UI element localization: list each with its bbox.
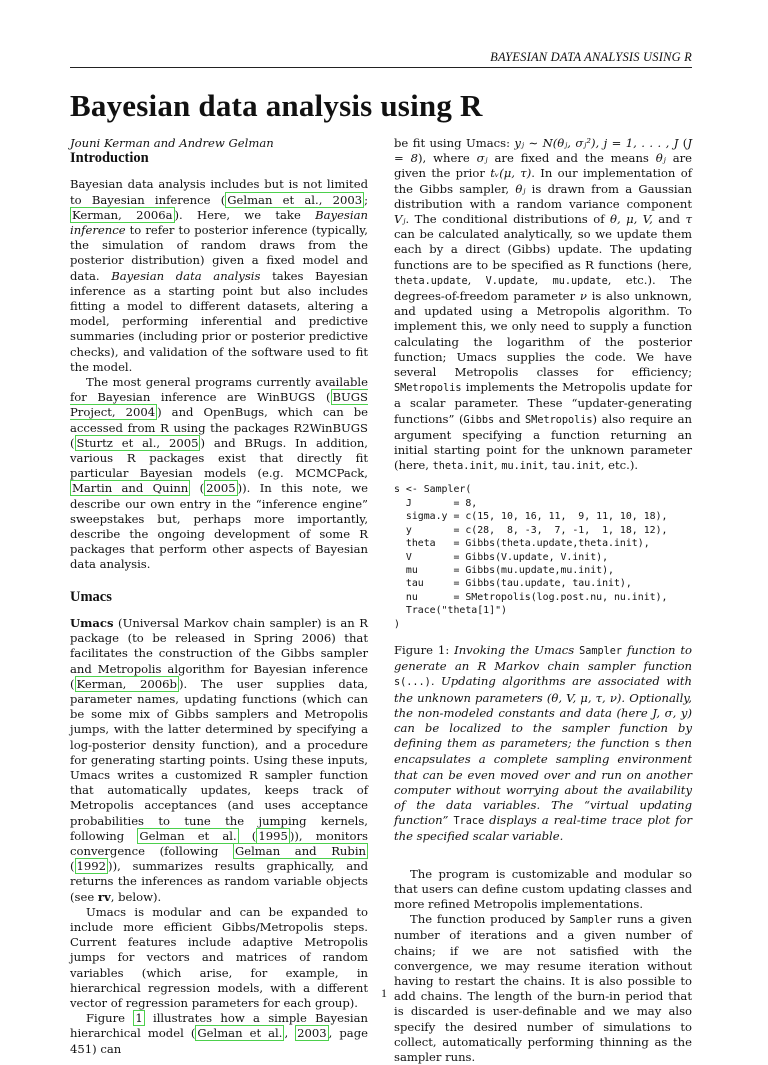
code-line: theta = Gibbs(theta.update,theta.init), (394, 538, 650, 550)
citation-link[interactable]: Sturtz et al., 2005 (76, 435, 199, 450)
citation-link[interactable]: 1992 (76, 859, 107, 874)
umacs-paragraph-3: Figure 1 illustrates how a simple Bayesian hierarchical model ( Gelman et al. , 2003 , page 451) can (70, 1011, 369, 1056)
section-heading-umacs: Umacs (70, 588, 112, 605)
figure-link[interactable]: 1 (135, 1011, 143, 1026)
umacs-paragraph-4: be fit using Umacs: yⱼ ∼ N(θⱼ, σⱼ²), j = 1, . . . , J (J = 8), where σⱼ are fixed and the means θⱼ are given the prior tᵥ(μ, τ). In our implementation of the Gibbs sampler, θⱼ is drawn from a Gaussian distribution with a random variance component Vⱼ. The conditional distributions of θ, μ, V, and τ can be calculated analytically, so we update them each by a direct (Gibbs) update. The updating functions are to be specified as R functions (here, theta.update, V.update, mu.update, etc.). The degrees-of-freedom parameter ν is also unknown, and updated using a Metropolis algorithm. To implement this, we only need to supply a function calculating the logarithm of the posterior function; Umacs supplies the code. We have several Metropolis classes for efficiency; SMetropolis implements the Metropolis update for a scalar parameter. These “updater-generating functions” (Gibbs and SMetropolis) also require an argument specifying a function returning an initial starting point for the unknown parameter (here, theta.init, mu.init, tau.init, etc.). (394, 136, 693, 473)
umacs-paragraph-1: Umacs (Universal Markov chain sampler) is an R package (to be released in Spring 2006) that facilitates the construction of the Gibbs sampler and Metropolis algorithm for Bayesian inference ( Kerman, 2006b ). The user supplies data, parameter names, updating functions (which can be some mix of Gibbs samplers and Metropolis jumps, with the latter determined by specifying a log-posterior density function), and a procedure for generating starting points. Using these inputs, Umacs writes a customized R sampler function that automatically updates, keeps track of Metropolis acceptances (and uses acceptance probabilities to tune the jumping kernels, following Gelman et al. ( 1995 )), monitors convergence (following Gelman and Rubin ( 1992 )), summarizes results graphically, and returns the inferences as random variable objects (see rv, below). (70, 615, 368, 904)
code-line: V = Gibbs(V.update, V.init), (394, 551, 609, 563)
code-line: nu = SMetropolis(log.post.nu, nu.init), (394, 591, 668, 603)
umacs-paragraph-2: Umacs is modular and can be expanded to include more efficient Gibbs/Metropolis steps. Current features include adaptive Metropolis jumps for vectors and matrices of random variables (which arise, for example, in hierarchical regression models, with a different vector of regression parameters for each group). (70, 904, 368, 1010)
code-line: s <- Sampler( (394, 484, 472, 496)
citation-link[interactable]: 2003 (297, 1026, 327, 1041)
citation-link[interactable]: Gelman and Rubin (234, 843, 366, 858)
intro-paragraph-2: The most general programs currently available for Bayesian inference are WinBUGS ( BUGS Project, 2004 ) and OpenBugs, which can be accessed from R using the packages R2WinBUGS ( Sturtz et al., 2005 ) and BRugs. In addition, various R packages exist that directly fit particular Bayesian models (e.g. MCMCPack, Martin and Quinn ( 2005 )). In this note, we describe our own entry in the “inference engine” sweepstakes but, perhaps more importantly, describe the ongoing development of some R packages that perform other aspects of Bayesian data analysis. (70, 375, 369, 572)
umacs-paragraph-6: The function produced by Sampler runs a given number of iterations and a given number of chains; if we are not satisfied with the convergence, we may resume iteration without having to restart the chains. It is also possible to add chains. The length of the burn-in period that is discarded is user-definable and we may also specify the desired number of simulations to collect, automatically performing thinning as the sampler runs. (394, 912, 692, 1065)
citation-link[interactable]: Kerman, 2006b (76, 676, 177, 691)
citation-link[interactable]: Kerman, 2006a (72, 207, 173, 222)
intro-paragraph-1: Bayesian data analysis includes but is not limited to Bayesian inference ( Gelman et al., 2003 ; Kerman, 2006a ). Here, we take Bayesian inference to refer to posterior inference (typically, the simulation of random draws from the posterior distribution) given a fixed model and data. Bayesian data analysis takes Bayesian inference as a starting point but also includes fitting a model to different datasets, altering a model, performing inferential and predictive summaries (including prior or posterior predictive checks), and validation of the software used to fit the model. (70, 177, 369, 374)
running-header: BAYESIAN DATA ANALYSIS USING R (490, 50, 692, 64)
code-line: Trace("theta[1]") (394, 605, 507, 617)
citation-link[interactable]: Gelman et al., 2003 (227, 192, 363, 207)
figure-caption: Figure 1: Invoking the Umacs Sampler function to generate an R Markov chain sampler function s(...). Updating algorithms are associated with the unknown parameters (θ, V, μ, τ, ν). Optionally, the non-modeled constants and data (here J, σ, y) can be localized to the sampler function by defining them as parameters; the function s then encapsulates a complete sampling environment that can be even moved over and run on another computer without worrying about the availability of the data variables. The “virtual updating function” Trace displays a real-time trace plot for the specified scalar variable. (394, 642, 693, 844)
citation-link[interactable]: 1995 (258, 828, 288, 843)
right-column (394, 136, 692, 1065)
page-number: 1 (381, 986, 387, 1000)
citation-link[interactable]: Martin and Quinn (72, 481, 189, 496)
code-line: y = c(28, 8, -3, 7, -1, 1, 18, 12), (394, 524, 668, 536)
code-line: sigma.y = c(15, 10, 16, 11, 9, 11, 10, 18), (394, 511, 668, 523)
left-column (70, 136, 368, 1057)
umacs-paragraph-5: The program is customizable and modular so that users can define custom updating classes and more refined Metropolis implementations. (394, 866, 692, 911)
article-title: Bayesian data analysis using R (70, 88, 483, 123)
section-heading-introduction: Introduction (70, 150, 149, 167)
code-line: tau = Gibbs(tau.update, tau.init), (394, 578, 632, 590)
header-rule (70, 67, 692, 68)
citation-link[interactable]: Gelman et al. (139, 828, 237, 843)
code-line: J = 8, (394, 497, 478, 509)
citation-link[interactable]: BUGS Project, 2004 (70, 390, 368, 420)
citation-link[interactable]: 2005 (206, 481, 236, 496)
code-line: ) (394, 618, 400, 630)
authors: Jouni Kerman and Andrew Gelman (70, 136, 274, 150)
code-listing (394, 483, 692, 630)
code-line: mu = Gibbs(mu.update,mu.init), (394, 564, 614, 576)
citation-link[interactable]: Gelman et al. (197, 1026, 283, 1041)
